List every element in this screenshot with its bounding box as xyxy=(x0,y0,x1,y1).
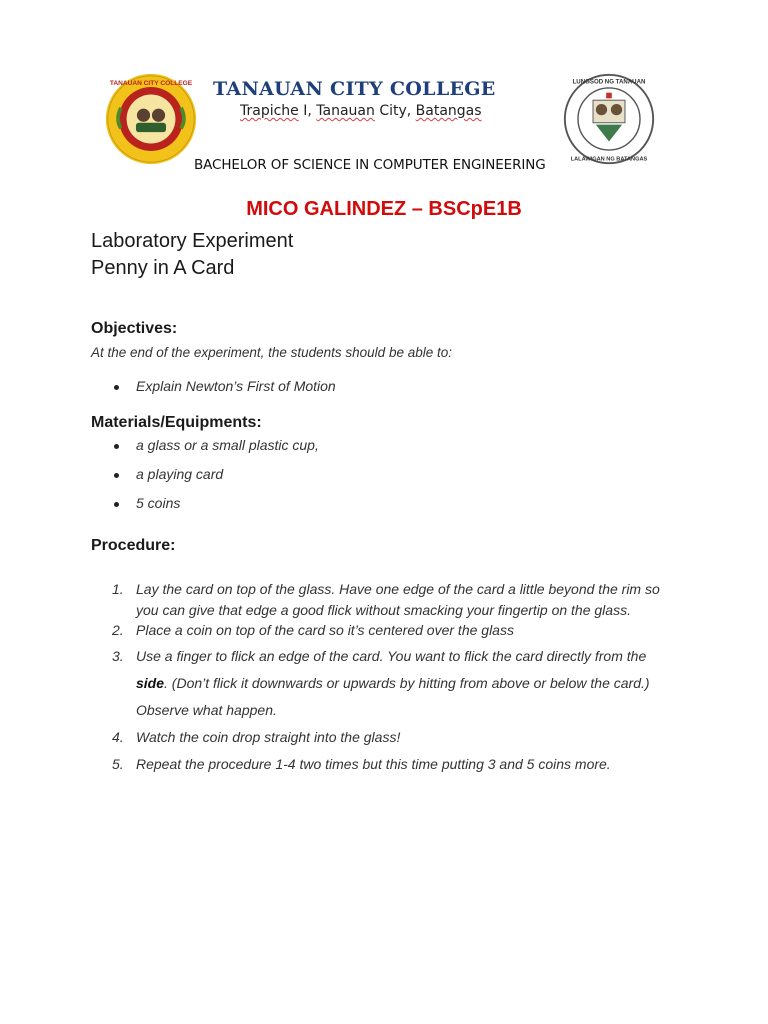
title-line: Penny in A Card xyxy=(91,257,235,279)
list-item: a glass or a small plastic cup, xyxy=(112,437,319,466)
address-part: Tanauan xyxy=(316,103,375,119)
step-text: . (Don’t flick it downwards or upwards by hitting from above or below the card.) Observe what happen. xyxy=(136,675,650,718)
lungsod-ng-tanauan-seal xyxy=(562,72,656,166)
svg-text:LALAWIGAN NG BATANGAS: LALAWIGAN NG BATANGAS xyxy=(570,156,648,163)
college-address xyxy=(240,103,482,119)
materials-list xyxy=(112,437,319,511)
step-number: 3. xyxy=(112,648,124,664)
step-text: Use a finger to flick an edge of the card. You want to flick the card directly from the xyxy=(136,648,647,664)
objectives-intro: At the end of the experiment, the students should be able to: xyxy=(91,345,452,360)
step-emphasis: side xyxy=(136,675,165,691)
step-number: 5. xyxy=(112,756,124,772)
step-number: 4. xyxy=(112,729,124,745)
list-item: Explain Newton’s First of Motion xyxy=(112,378,336,394)
program-name: BACHELOR OF SCIENCE IN COMPUTER ENGINEERING xyxy=(194,157,546,173)
list-item: a playing card xyxy=(112,466,319,495)
procedure-heading: Procedure: xyxy=(91,537,176,554)
objectives-heading: Objectives: xyxy=(91,320,178,337)
step-text: Watch the coin drop straight into the glass! xyxy=(136,729,401,745)
title-line: Laboratory Experiment xyxy=(91,230,294,252)
document-title xyxy=(91,228,293,282)
address-part: City, xyxy=(374,103,416,119)
list-item xyxy=(112,620,682,640)
procedure-list xyxy=(112,579,682,778)
list-item xyxy=(112,643,682,724)
student-name: MICO GALINDEZ – BSCpE1B xyxy=(246,198,522,220)
address-part: Batangas xyxy=(415,103,482,119)
svg-text:TANAUAN CITY COLLEGE: TANAUAN CITY COLLEGE xyxy=(109,80,193,88)
step-text: Lay the card on top of the glass. Have one edge of the card a little beyond the rim so you can give that edge a good flick without smacking your fingertip on the glass. xyxy=(136,581,660,618)
list-item xyxy=(112,751,682,778)
materials-heading: Materials/Equipments: xyxy=(91,414,262,431)
list-item xyxy=(112,579,682,620)
list-item xyxy=(112,724,682,751)
college-name: TANAUAN CITY COLLEGE xyxy=(213,78,496,100)
step-text: Repeat the procedure 1-4 two times but this time putting 3 and 5 coins more. xyxy=(136,756,611,772)
objectives-list xyxy=(112,378,336,394)
svg-text:LUNGSOD NG TANAUAN: LUNGSOD NG TANAUAN xyxy=(572,78,646,86)
step-number: 1. xyxy=(112,581,124,597)
address-part: I, xyxy=(298,103,317,119)
step-number: 2. xyxy=(112,622,124,638)
tanauan-city-college-seal xyxy=(104,72,198,166)
list-item: 5 coins xyxy=(112,495,319,511)
address-part: Trapiche xyxy=(240,103,299,119)
step-text: Place a coin on top of the card so it’s centered over the glass xyxy=(136,622,514,638)
